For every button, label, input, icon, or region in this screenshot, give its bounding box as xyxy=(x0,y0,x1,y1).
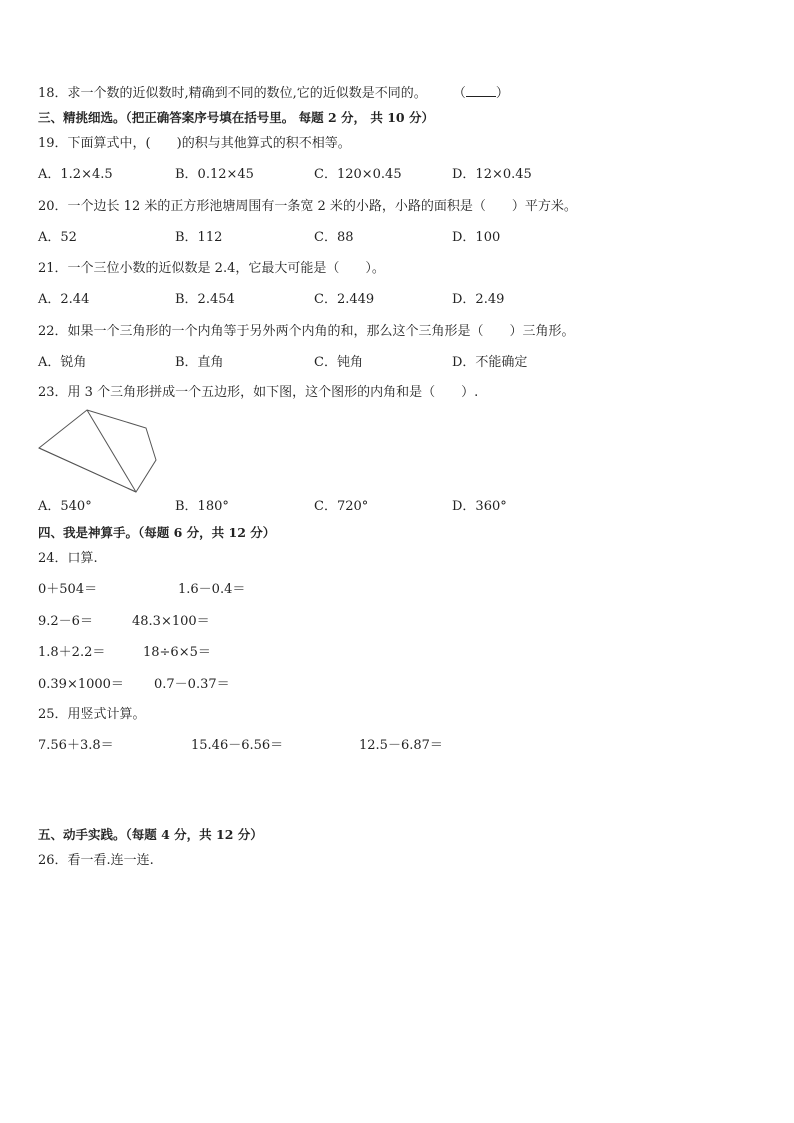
question-22-stem-before: 22．如果一个三角形的一个内角等于另外两个内角的和，那么这个三角形是（ xyxy=(38,324,484,339)
option-c[interactable]: C．120×0.45 xyxy=(314,167,402,182)
question-18 xyxy=(38,84,509,102)
option-a[interactable]: A．1.2×4.5 xyxy=(38,167,113,182)
calc-item: 18÷6×5＝ xyxy=(143,645,211,660)
question-22 xyxy=(38,324,575,340)
option-d[interactable]: D．360° xyxy=(452,499,507,514)
section-4-title: 四、我是神算手。（每题 6 分，共 12 分） xyxy=(38,525,276,540)
option-b[interactable]: B．0.12×45 xyxy=(175,167,254,182)
question-19-stem-after: )的积与其他算式的积不相等。 xyxy=(176,136,351,151)
question-24-title: 24．口算. xyxy=(38,551,98,566)
option-c[interactable]: C．720° xyxy=(314,499,369,514)
option-a[interactable]: A．52 xyxy=(38,230,77,245)
question-21 xyxy=(38,261,385,277)
question-22-stem-after: ）三角形。 xyxy=(509,324,575,339)
question-18-text: 18．求一个数的近似数时,精确到不同的数位,它的近似数是不同的。 xyxy=(38,86,427,101)
diagonal-line xyxy=(39,448,136,492)
option-c[interactable]: C．88 xyxy=(314,230,354,245)
option-b[interactable]: B．直角 xyxy=(175,355,224,370)
calc-item: 1.8＋2.2＝ xyxy=(38,645,106,660)
option-d[interactable]: D．100 xyxy=(452,230,501,245)
option-c[interactable]: C．钝角 xyxy=(314,355,363,370)
question-19 xyxy=(38,136,351,152)
calc-item: 15.46－6.56＝ xyxy=(191,738,284,753)
calc-item: 0.7－0.37＝ xyxy=(154,677,230,692)
question-23-stem-before: 23．用 3 个三角形拼成一个五边形，如下图，这个图形的内角和是（ xyxy=(38,385,436,400)
question-21-stem-before: 21．一个三位小数的近似数是 2.4，它最大可能是（ xyxy=(38,261,340,276)
question-20-stem-after: ）平方米。 xyxy=(511,199,577,214)
calc-item: 1.6－0.4＝ xyxy=(178,582,246,597)
option-b[interactable]: B．112 xyxy=(175,230,223,245)
pentagon-figure xyxy=(36,408,160,494)
calc-item: 0＋504＝ xyxy=(38,582,98,597)
option-c[interactable]: C．2.449 xyxy=(314,292,375,307)
paren-open: （ xyxy=(452,86,466,101)
calc-item: 0.39×1000＝ xyxy=(38,677,124,692)
option-d[interactable]: D．2.49 xyxy=(452,292,505,307)
question-20 xyxy=(38,199,577,215)
question-21-stem-after: ）。 xyxy=(365,261,385,276)
question-20-stem-before: 20．一个边长 12 米的正方形池塘周围有一条宽 2 米的小路，小路的面积是（ xyxy=(38,199,486,214)
answer-blank[interactable] xyxy=(466,84,496,97)
calc-item: 9.2－6＝ xyxy=(38,614,93,629)
option-d[interactable]: D．不能确定 xyxy=(452,355,528,370)
calc-item: 12.5－6.87＝ xyxy=(359,738,443,753)
option-d[interactable]: D．12×0.45 xyxy=(452,167,532,182)
question-26-title: 26．看一看.连一连. xyxy=(38,853,154,868)
option-b[interactable]: B．180° xyxy=(175,499,229,514)
option-a[interactable]: A．锐角 xyxy=(38,355,87,370)
question-19-stem-before: 19．下面算式中，( xyxy=(38,136,151,151)
pentagon-outline xyxy=(39,410,156,492)
section-5-title: 五、动手实践。（每题 4 分，共 12 分） xyxy=(38,827,263,842)
paren-close: ） xyxy=(495,86,509,101)
calc-item: 48.3×100＝ xyxy=(132,614,210,629)
section-3-title: 三、精挑细选。（把正确答案序号填在括号里。 每题 2 分， 共 10 分） xyxy=(38,110,434,125)
question-25-title: 25．用竖式计算。 xyxy=(38,707,146,722)
option-a[interactable]: A．2.44 xyxy=(38,292,90,307)
option-b[interactable]: B．2.454 xyxy=(175,292,235,307)
calc-item: 7.56＋3.8＝ xyxy=(38,738,114,753)
option-a[interactable]: A．540° xyxy=(38,499,92,514)
question-23 xyxy=(38,385,478,401)
question-23-stem-after: ）. xyxy=(461,385,479,400)
